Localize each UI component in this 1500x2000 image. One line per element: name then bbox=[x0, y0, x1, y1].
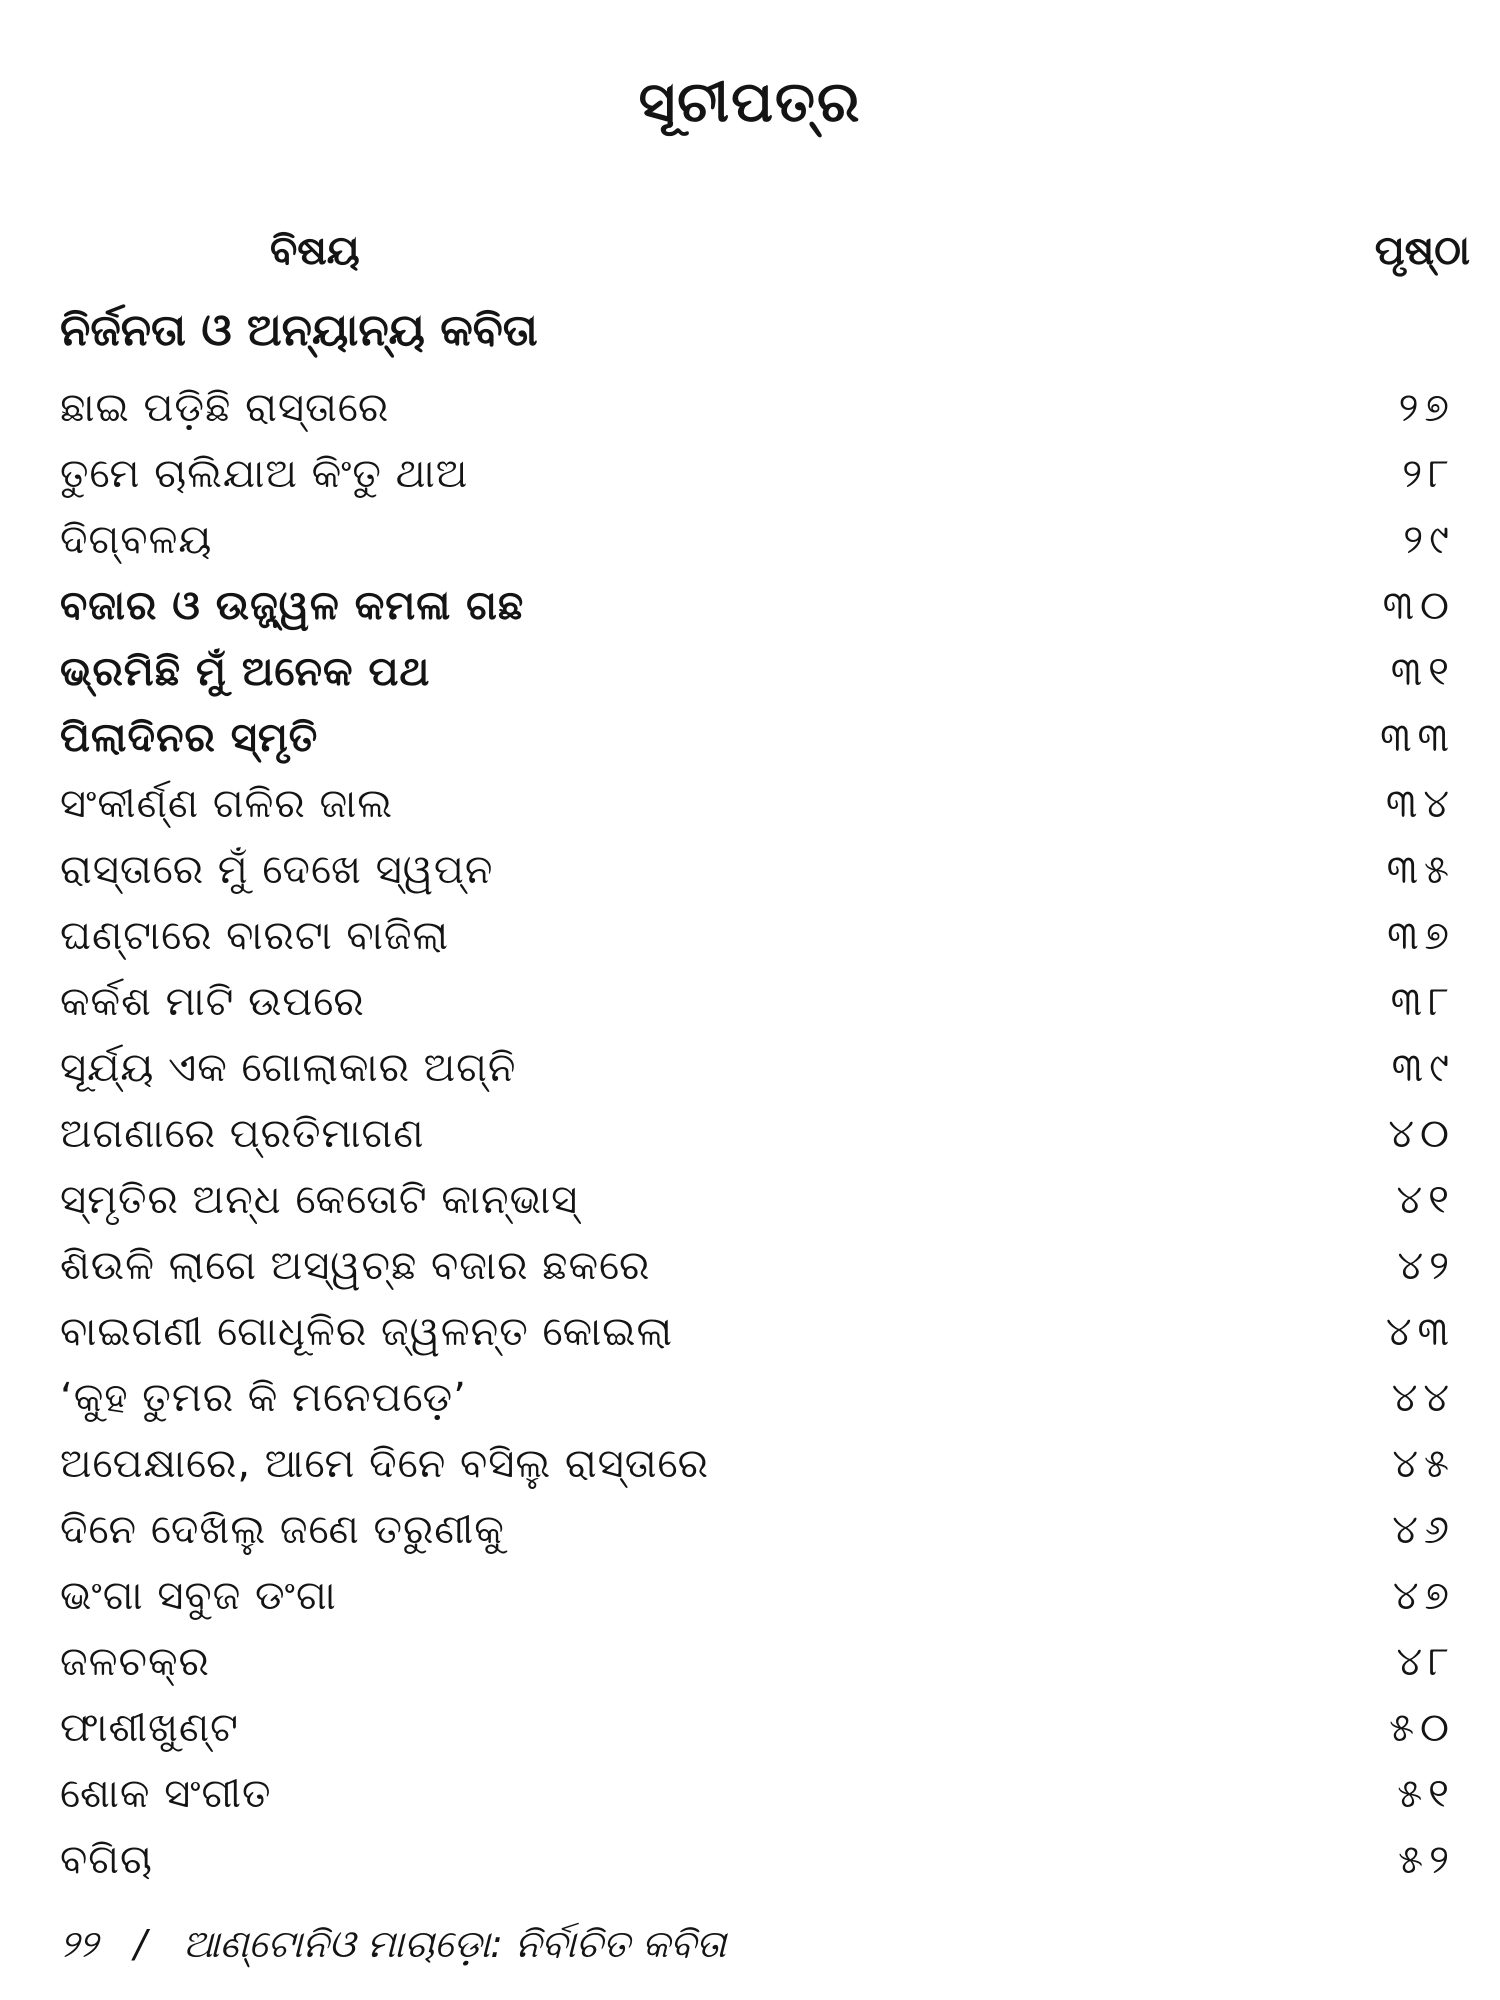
entry-page-number: ୩୭ bbox=[1387, 913, 1455, 959]
page-title: ସୂଚୀପତ୍ର bbox=[638, 70, 862, 135]
entry-page-number: ୩୪ bbox=[1385, 781, 1455, 827]
toc-entry bbox=[60, 1375, 1455, 1441]
entry-page-number: ୩୮ bbox=[1390, 979, 1455, 1025]
entry-title: ଦିଗ୍‌ବଳୟ bbox=[60, 517, 213, 563]
entry-title: ଶୋକ ସଂଗୀତ bbox=[60, 1771, 272, 1817]
entry-title: ଛାଇ ପଡ଼ିଛି ରାସ୍ତାରେ bbox=[60, 385, 390, 431]
entry-title: ଶିଉଳି ଲାଗେ ଅସ୍ୱଚ୍ଛ ବଜାର ଛକରେ bbox=[60, 1243, 651, 1289]
entry-title: ସୂର୍ଯ୍ୟ ଏକ ଗୋଲାକାର ଅଗ୍ନି bbox=[60, 1045, 517, 1091]
entry-title: ଅପେକ୍ଷାରେ, ଆମେ ଦିନେ ବସିଲୁ ରାସ୍ତାରେ bbox=[60, 1441, 709, 1487]
entry-title: ଦିନେ ଦେଖିଲୁ ଜଣେ ତରୁଣୀକୁ bbox=[60, 1507, 505, 1553]
entry-page-number: ୫୧ bbox=[1397, 1771, 1455, 1817]
page-column-header: ପୃଷ୍ଠା bbox=[1374, 228, 1470, 274]
toc-entry bbox=[60, 1837, 1455, 1903]
entry-title: ଫାଶୀଖୁଣ୍ଟ bbox=[60, 1705, 239, 1751]
toc-entry bbox=[60, 1573, 1455, 1639]
entry-page-number: ୫୦ bbox=[1389, 1705, 1455, 1751]
toc-entries bbox=[60, 385, 1455, 1903]
toc-entry bbox=[60, 781, 1455, 847]
entry-title: ଘଣ୍ଟାରେ ବାରଟା ବାଜିଲା bbox=[60, 913, 449, 959]
toc-entry bbox=[60, 1705, 1455, 1771]
entry-title: ବଗିଚା bbox=[60, 1837, 153, 1883]
entry-page-number: ୨୮ bbox=[1402, 451, 1455, 497]
entry-page-number: ୪୧ bbox=[1396, 1177, 1455, 1223]
toc-entry bbox=[60, 583, 1455, 649]
toc-entry bbox=[60, 1441, 1455, 1507]
entry-page-number: ୩୦ bbox=[1382, 583, 1455, 629]
entry-title: ଭଂଗା ସବୁଜ ଡଂଗା bbox=[60, 1573, 337, 1619]
toc-entry bbox=[60, 979, 1455, 1045]
entry-page-number: ୪୨ bbox=[1397, 1243, 1455, 1289]
page-footer bbox=[60, 1922, 750, 1967]
entry-title: ସଂକୀର୍ଣ୍ଣ ଗଳିର ଜାଲ bbox=[60, 781, 394, 827]
entry-page-number: ୪୬ bbox=[1392, 1507, 1455, 1553]
toc-entry bbox=[60, 1177, 1455, 1243]
entry-title: ଅଗଣାରେ ପ୍ରତିମାଗଣ bbox=[60, 1111, 425, 1157]
toc-entry bbox=[60, 1507, 1455, 1573]
entry-page-number: ୪୫ bbox=[1392, 1441, 1455, 1487]
toc-entry bbox=[60, 1309, 1455, 1375]
entry-page-number: ୨୭ bbox=[1398, 385, 1455, 431]
toc-entry bbox=[60, 913, 1455, 979]
entry-page-number: ୨୯ bbox=[1403, 517, 1455, 563]
entry-page-number: ୩୧ bbox=[1390, 649, 1455, 695]
entry-title: ବଜାର ଓ ଉଜ୍ଜ୍ୱଳ କମଳା ଗଛ bbox=[60, 583, 525, 629]
section-title: ନିର୍ଜନତା ଓ ଅନ୍ୟାନ୍ୟ କବିତା bbox=[60, 305, 538, 356]
column-headers bbox=[270, 228, 1470, 288]
entry-title: କର୍କଶ ମାଟି ଉପରେ bbox=[60, 979, 365, 1025]
toc-entry bbox=[60, 847, 1455, 913]
entry-title: ରାସ୍ତାରେ ମୁଁ ଦେଖେ ସ୍ୱପ୍ନ bbox=[60, 847, 494, 893]
entry-page-number: ୪୩ bbox=[1385, 1309, 1455, 1355]
footer-page-number: ୨୨ bbox=[60, 1922, 98, 1966]
entry-page-number: ୩୫ bbox=[1386, 847, 1455, 893]
toc-entry bbox=[60, 1771, 1455, 1837]
toc-entry bbox=[60, 1243, 1455, 1309]
entry-title: ଜଳଚକ୍ର bbox=[60, 1639, 210, 1685]
toc-entry bbox=[60, 1045, 1455, 1111]
entry-title: ସ୍ମୃତିର ଅନ୍ଧ କେତୋଟି କାନ୍‌ଭାସ୍ bbox=[60, 1177, 579, 1223]
toc-entry bbox=[60, 385, 1455, 451]
entry-title: ବାଇଗଣୀ ଗୋଧୂଳିର ଜ୍ୱଳନ୍ତ କୋଇଲା bbox=[60, 1309, 673, 1355]
footer-separator: / bbox=[133, 1922, 147, 1966]
entry-title: ତୁମେ ଚାଲିଯାଅ କିଂତୁ ଥାଅ bbox=[60, 451, 469, 497]
entry-page-number: ୪୭ bbox=[1392, 1573, 1455, 1619]
entry-page-number: ୫୨ bbox=[1398, 1837, 1455, 1883]
toc-entry bbox=[60, 451, 1455, 517]
toc-entry bbox=[60, 715, 1455, 781]
entry-page-number: ୪୦ bbox=[1388, 1111, 1455, 1157]
entry-page-number: ୩୯ bbox=[1391, 1045, 1455, 1091]
subject-column-header: ବିଷୟ bbox=[270, 228, 360, 274]
entry-title: ପିଲାଦିନର ସ୍ମୃତି bbox=[60, 715, 319, 761]
toc-entry bbox=[60, 1111, 1455, 1177]
entry-page-number: ୪୮ bbox=[1396, 1639, 1455, 1685]
footer-book-title: ଆଣ୍ଟୋନିଓ ମାଚାଡ଼ୋ: ନିର୍ବାଚିତ କବିତା bbox=[182, 1922, 727, 1966]
entry-title: ‘କୁହ ତୁମର କି ମନେପଡ଼େ’ bbox=[60, 1375, 467, 1421]
entry-page-number: ୪୪ bbox=[1391, 1375, 1455, 1421]
toc-entry bbox=[60, 1639, 1455, 1705]
toc-entry bbox=[60, 649, 1455, 715]
entry-page-number: ୩୩ bbox=[1380, 715, 1455, 761]
entry-title: ଭ୍ରମିଛି ମୁଁ ଅନେକ ପଥ bbox=[60, 649, 431, 695]
toc-entry bbox=[60, 517, 1455, 583]
